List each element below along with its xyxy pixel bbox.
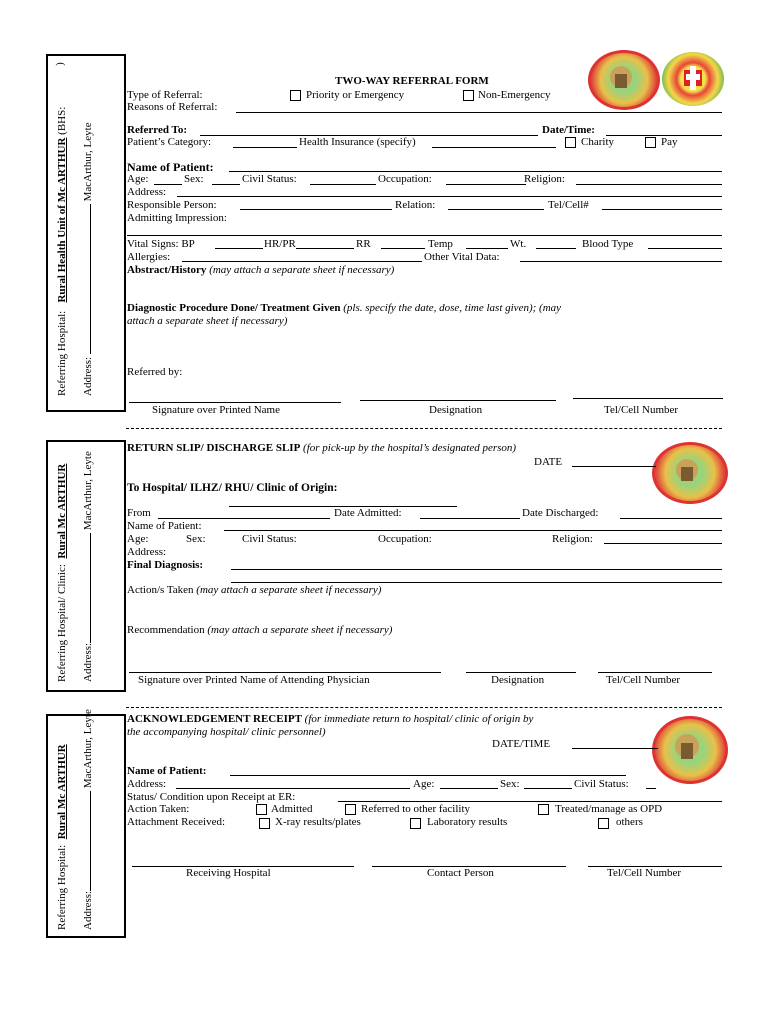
blood-type-label: Blood Type [582,238,634,250]
ack-address-label: Address: [127,778,167,790]
name-of-patient-field[interactable] [229,171,722,172]
ack-sex-field[interactable] [524,788,572,789]
temp-field[interactable] [466,248,508,249]
contact-person-caption: Contact Person [427,867,494,879]
sidebar-box-ack [46,709,126,938]
status-condition-field[interactable] [338,801,722,802]
physician-signature-caption: Signature over Printed Name of Attending Physician [138,674,370,686]
other-vital-label: Other Vital Data: [424,251,500,263]
ack-name-field[interactable] [230,775,626,776]
other-vital-field[interactable] [520,261,722,262]
date-time-label: Date/Time: [542,124,595,136]
ack-name-label: Name of Patient: [127,765,207,777]
treated-opd-label: Treated/manage as OPD [555,803,663,815]
civil-status-field[interactable] [310,184,376,185]
responsible-person-field[interactable] [240,209,392,210]
hr-pr-field[interactable] [296,248,354,249]
health-insurance-field[interactable] [432,147,556,148]
physician-signature-field[interactable] [129,672,441,673]
health-insurance-label: Health Insurance (specify) [299,136,416,148]
age-label: Age: [127,173,149,185]
others-label: others [616,816,643,828]
referred-by-tel-field[interactable] [573,398,723,399]
final-diagnosis-label: Final Diagnosis: [127,559,204,571]
address-field[interactable] [177,196,722,197]
date-admitted-label: Date Admitted: [334,507,402,519]
ack-civil-status-label: Civil Status: [574,778,629,790]
charity-label: Charity [581,136,614,148]
sidebar-label: Referring Hospital/ Clinic: Rural Mc ARTHUR [56,463,68,682]
return-civil-status-label: Civil Status: [242,533,297,545]
relation-field[interactable] [448,209,544,210]
rr-label: RR [356,238,371,250]
wt-field[interactable] [536,248,576,249]
religion-field[interactable] [576,184,722,185]
rr-field[interactable] [381,248,425,249]
ack-age-label: Age: [413,778,435,790]
blood-type-field[interactable] [648,248,722,249]
sidebar-address: Address: MacArthur, Leyte [82,122,94,396]
referred-to-label: Referred To: [127,124,187,136]
admitted-label: Admitted [271,803,313,815]
diagnostic-note: attach a separate sheet if necessary) [127,315,288,327]
ack-civil-status-field[interactable] [646,788,656,789]
admitting-impression-label: Admitting Impression: [127,212,227,224]
return-religion-field[interactable] [604,543,722,544]
xray-checkbox[interactable] [259,818,270,829]
cut-line [126,428,722,429]
lab-label: Laboratory results [427,816,508,828]
ack-tel-caption: Tel/Cell Number [607,867,682,879]
referred-by-label: Referred by: [127,366,183,378]
return-sex-label: Sex: [186,533,206,545]
occupation-field[interactable] [446,184,526,185]
wt-label: Wt. [510,238,527,250]
return-designation-caption: Designation [491,674,545,686]
sidebar-box-return [46,440,126,692]
allergies-label: Allergies: [127,251,171,263]
type-of-referral-label: Type of Referral: [127,89,203,101]
sidebar-address: Address: MacArthur, Leyte [82,451,94,682]
reasons-label: Reasons of Referral: [127,101,218,113]
return-slip-title: RETURN SLIP/ DISCHARGE SLIP (for pick-up by the hospital’s designated person) [127,442,517,454]
patient-category-label: Patient’s Category: [127,136,212,148]
action-taken-label: Action Taken: [127,803,190,815]
municipality-seal-logo [652,442,728,504]
admitted-checkbox[interactable] [256,804,267,815]
others-checkbox[interactable] [598,818,609,829]
tel-cell-label: Tel/Cell# [548,199,589,211]
municipality-seal-logo [652,716,728,784]
sidebar-label: Referring Hospital: Rural Mc ARTHUR [56,744,68,930]
date-discharged-label: Date Discharged: [522,507,599,519]
return-tel-caption: Tel/Cell Number [606,674,681,686]
tel-cell-field[interactable] [602,209,722,210]
treated-opd-checkbox[interactable] [538,804,549,815]
admitting-impression-field[interactable] [127,235,722,236]
age-field[interactable] [154,184,182,185]
actions-taken: Action/s Taken (may attach a separate sheet if necessary) [127,584,382,596]
sidebar-bhs-close: ) [53,62,66,66]
sex-field[interactable] [212,184,240,185]
return-religion-label: Religion: [552,533,593,545]
return-designation-field[interactable] [466,672,576,673]
from-label: From [127,507,151,519]
receiving-hospital-caption: Receiving Hospital [186,867,271,879]
sidebar-label: Referring Hospital: Rural Health Unit of Mc ARTHUR (BHS: [56,106,68,396]
civil-status-label: Civil Status: [242,173,297,185]
return-date-field[interactable] [572,466,656,467]
return-name-label: Name of Patient: [127,520,202,532]
return-occupation-label: Occupation: [378,533,432,545]
attachment-label: Attachment Received: [127,816,226,828]
reasons-field[interactable] [236,112,722,113]
form-title: TWO-WAY REFERRAL FORM [335,75,489,87]
abstract-history: Abstract/History (may attach a separate sheet if necessary) [127,264,395,276]
status-condition-label: Status/ Condition upon Receipt at ER: [127,791,296,803]
ack-sex-label: Sex: [500,778,520,790]
ack-address-field[interactable] [176,788,410,789]
final-diagnosis-field[interactable] [231,569,722,570]
temp-label: Temp [428,238,453,250]
designation-caption: Designation [429,404,483,416]
charity-checkbox[interactable] [565,137,576,148]
ack-date-time-label: DATE/TIME [492,738,551,750]
religion-label: Religion: [524,173,565,185]
non-emergency-label: Non-Emergency [478,89,551,101]
vital-signs-label: Vital Signs: BP [127,238,195,250]
rhu-seal-logo [662,52,724,106]
referred-other-label: Referred to other facility [361,803,471,815]
final-diagnosis-field-2[interactable] [231,582,722,583]
referred-other-checkbox[interactable] [345,804,356,815]
pay-checkbox[interactable] [645,137,656,148]
to-hospital-label: To Hospital/ ILHZ/ RHU/ Clinic of Origin: [127,482,338,494]
return-name-field[interactable] [224,530,722,531]
return-tel-field[interactable] [598,672,712,673]
priority-checkbox[interactable] [290,90,301,101]
date-discharged-field[interactable] [620,518,722,519]
lab-checkbox[interactable] [410,818,421,829]
allergies-field[interactable] [182,261,422,262]
xray-label: X-ray results/plates [275,816,361,828]
pay-label: Pay [661,136,678,148]
return-date-label: DATE [534,456,563,468]
sidebar-address: Address: MacArthur, Leyte [82,709,94,930]
diagnostic-procedure: Diagnostic Procedure Done/ Treatment Given (pls. specify the date, dose, time last given); (may [127,302,562,314]
from-field[interactable] [158,518,330,519]
patient-category-field[interactable] [233,147,297,148]
tel-caption: Tel/Cell Number [604,404,679,416]
recommendation: Recommendation (may attach a separate sheet if necessary) [127,624,393,636]
name-of-patient-label: Name of Patient: [127,160,214,174]
ack-title: ACKNOWLEDGEMENT RECEIPT (for immediate return to hospital/ clinic of origin by [127,713,534,725]
referred-by-designation-field[interactable] [360,400,556,401]
bp-field[interactable] [215,248,263,249]
non-emergency-checkbox[interactable] [463,90,474,101]
sidebar-box-referral [46,54,126,412]
return-address-label: Address: [127,546,167,558]
referred-by-signature-field[interactable] [129,402,341,403]
cut-line [126,707,722,708]
date-admitted-field[interactable] [420,518,520,519]
priority-label: Priority or Emergency [306,89,405,101]
hr-pr-label: HR/PR [264,238,296,250]
return-age-label: Age: [127,533,149,545]
municipality-seal-logo [588,50,660,110]
sex-label: Sex: [184,173,204,185]
responsible-person-label: Responsible Person: [127,199,217,211]
occupation-label: Occupation: [378,173,432,185]
ack-age-field[interactable] [440,788,498,789]
ack-date-time-field[interactable] [572,748,658,749]
ack-note: the accompanying hospital/ clinic personnel) [127,726,326,738]
relation-label: Relation: [395,199,436,211]
signature-caption: Signature over Printed Name [152,404,280,416]
address-label: Address: [127,186,167,198]
